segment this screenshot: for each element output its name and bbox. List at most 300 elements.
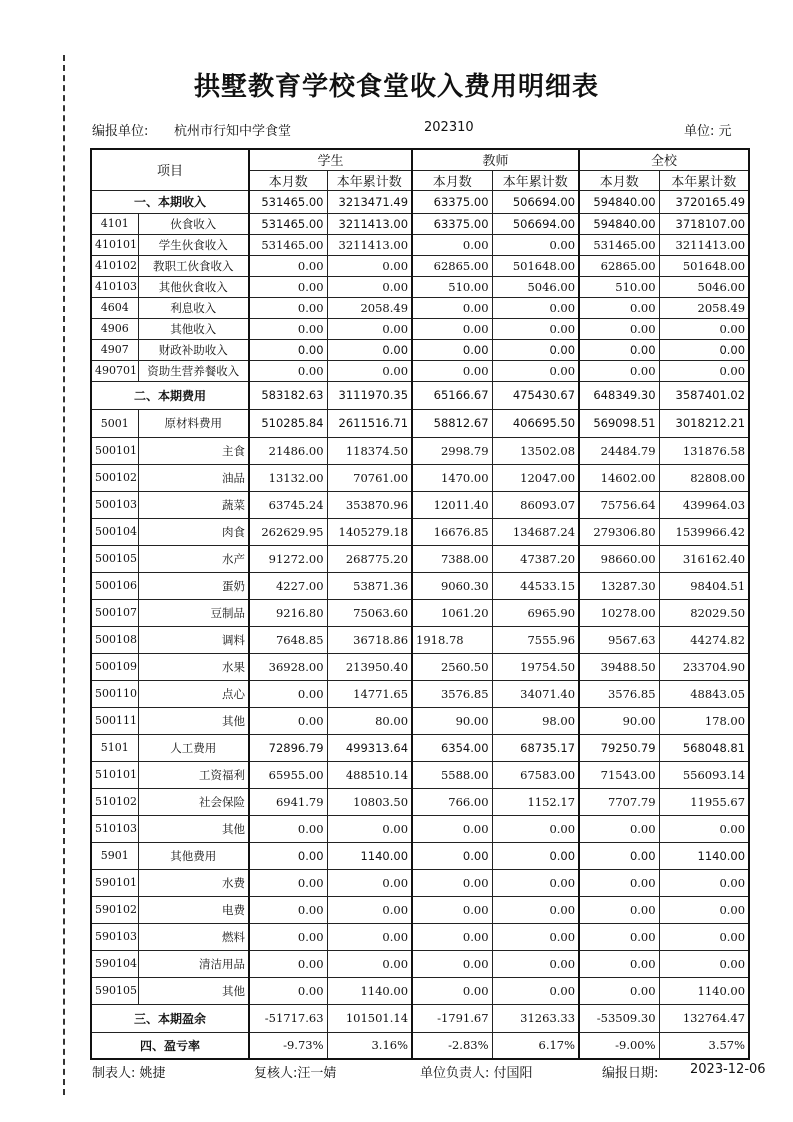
value-cell: 63375.00 [412, 213, 492, 234]
row-name: 主食 [138, 437, 249, 464]
value-cell: 0.00 [249, 707, 327, 734]
row-section-label: 一、本期收入 [91, 190, 249, 213]
value-cell: 0.00 [327, 339, 412, 360]
row-name: 其他伙食收入 [138, 276, 249, 297]
value-cell: 118374.50 [327, 437, 412, 464]
row-name: 财政补助收入 [138, 339, 249, 360]
row-name: 点心 [138, 680, 249, 707]
row-name: 工资福利 [138, 761, 249, 788]
value-cell: 0.00 [492, 339, 579, 360]
value-cell: 0.00 [412, 869, 492, 896]
report-body [91, 190, 749, 1059]
row-name: 电费 [138, 896, 249, 923]
value-cell: 0.00 [327, 318, 412, 339]
column-group-student: 学生 [249, 149, 412, 170]
row-name: 油品 [138, 464, 249, 491]
value-cell: 353870.96 [327, 491, 412, 518]
value-cell: 501648.00 [659, 255, 749, 276]
table-row [91, 572, 749, 599]
row-code: 500110 [91, 680, 138, 707]
row-code: 4101 [91, 213, 138, 234]
value-cell: 12047.00 [492, 464, 579, 491]
value-cell: 1140.00 [659, 842, 749, 869]
value-cell: 3211413.00 [659, 234, 749, 255]
value-cell: 531465.00 [249, 234, 327, 255]
value-cell: 0.00 [659, 360, 749, 381]
value-cell: 131876.58 [659, 437, 749, 464]
value-cell: 63745.24 [249, 491, 327, 518]
table-row [91, 842, 749, 869]
value-cell: 3587401.02 [659, 381, 749, 409]
table-row [91, 518, 749, 545]
table-row [91, 381, 749, 409]
table-row [91, 680, 749, 707]
value-cell: 14771.65 [327, 680, 412, 707]
value-cell: 499313.64 [327, 734, 412, 761]
report-title: 拱墅教育学校食堂收入费用明细表 [193, 72, 599, 102]
row-code: 5901 [91, 842, 138, 869]
value-cell: 1140.00 [327, 977, 412, 1004]
table-row [91, 360, 749, 381]
value-cell: 0.00 [249, 297, 327, 318]
value-cell: 0.00 [659, 339, 749, 360]
value-cell: 7707.79 [579, 788, 659, 815]
value-cell: 531465.00 [249, 213, 327, 234]
value-cell: 556093.14 [659, 761, 749, 788]
row-name: 教职工伙食收入 [138, 255, 249, 276]
value-cell: 0.00 [249, 950, 327, 977]
value-cell: 1140.00 [659, 977, 749, 1004]
value-cell: 2058.49 [327, 297, 412, 318]
value-cell: 14602.00 [579, 464, 659, 491]
table-row [91, 276, 749, 297]
row-code: 500108 [91, 626, 138, 653]
value-cell: 0.00 [249, 680, 327, 707]
value-cell: 1152.17 [492, 788, 579, 815]
table-row [91, 318, 749, 339]
value-cell: 0.00 [492, 869, 579, 896]
value-cell: 1140.00 [327, 842, 412, 869]
value-cell: 0.00 [412, 234, 492, 255]
value-cell: 134687.24 [492, 518, 579, 545]
row-code: 4906 [91, 318, 138, 339]
row-section-label: 四、盈亏率 [91, 1032, 249, 1059]
value-cell: 86093.07 [492, 491, 579, 518]
value-cell: 91272.00 [249, 545, 327, 572]
value-cell: 3211413.00 [327, 234, 412, 255]
value-cell: 0.00 [579, 360, 659, 381]
report-table [90, 148, 750, 1060]
value-cell: 6941.79 [249, 788, 327, 815]
value-cell: 11955.67 [659, 788, 749, 815]
report-date: 2023-12-06 [690, 1062, 766, 1077]
row-code: 500101 [91, 437, 138, 464]
value-cell: 7388.00 [412, 545, 492, 572]
value-cell: 0.00 [249, 339, 327, 360]
table-row [91, 1004, 749, 1032]
row-code: 4907 [91, 339, 138, 360]
row-code: 500106 [91, 572, 138, 599]
value-cell: 0.00 [412, 297, 492, 318]
table-row [91, 977, 749, 1004]
value-cell: 0.00 [492, 297, 579, 318]
value-cell: 21486.00 [249, 437, 327, 464]
value-cell: 10803.50 [327, 788, 412, 815]
value-cell: 0.00 [249, 896, 327, 923]
value-cell: 4227.00 [249, 572, 327, 599]
row-name: 蔬菜 [138, 491, 249, 518]
value-cell: 0.00 [412, 977, 492, 1004]
value-cell: 3576.85 [412, 680, 492, 707]
table-row [91, 437, 749, 464]
value-cell: 0.00 [579, 318, 659, 339]
value-cell: 0.00 [659, 896, 749, 923]
value-cell: 13502.08 [492, 437, 579, 464]
value-cell: 0.00 [492, 360, 579, 381]
row-code: 510101 [91, 761, 138, 788]
value-cell: 75756.64 [579, 491, 659, 518]
table-row [91, 190, 749, 213]
table-row [91, 297, 749, 318]
value-cell: 510.00 [412, 276, 492, 297]
value-cell: 24484.79 [579, 437, 659, 464]
row-code: 500104 [91, 518, 138, 545]
preparer: 制表人: 姚捷 [92, 1066, 166, 1081]
column-header-item: 项目 [91, 149, 249, 190]
row-code: 500109 [91, 653, 138, 680]
value-cell: 58812.67 [412, 409, 492, 437]
value-cell: 766.00 [412, 788, 492, 815]
table-row [91, 234, 749, 255]
value-cell: 44274.82 [659, 626, 749, 653]
row-code: 500102 [91, 464, 138, 491]
row-code: 5001 [91, 409, 138, 437]
value-cell: 9060.30 [412, 572, 492, 599]
value-cell: 0.00 [492, 896, 579, 923]
row-name: 社会保险 [138, 788, 249, 815]
row-code: 510103 [91, 815, 138, 842]
table-row [91, 626, 749, 653]
value-cell: 0.00 [579, 842, 659, 869]
table-row [91, 761, 749, 788]
value-cell: 1918.78 [412, 626, 492, 653]
value-cell: 47387.20 [492, 545, 579, 572]
table-row [91, 409, 749, 437]
row-code: 590104 [91, 950, 138, 977]
value-cell: 0.00 [249, 360, 327, 381]
value-cell: 3718107.00 [659, 213, 749, 234]
value-cell: 506694.00 [492, 213, 579, 234]
row-name: 其他收入 [138, 318, 249, 339]
reviewer: 复核人:汪一婧 [254, 1066, 337, 1081]
value-cell: 1061.20 [412, 599, 492, 626]
value-cell: 0.00 [249, 923, 327, 950]
row-name: 蛋奶 [138, 572, 249, 599]
value-cell: 12011.40 [412, 491, 492, 518]
value-cell: 568048.81 [659, 734, 749, 761]
value-cell: 0.00 [492, 977, 579, 1004]
binding-dashed-line [63, 55, 65, 1095]
value-cell: 510285.84 [249, 409, 327, 437]
value-cell: 0.00 [412, 842, 492, 869]
value-cell: 0.00 [327, 360, 412, 381]
row-name: 水产 [138, 545, 249, 572]
value-cell: 31263.33 [492, 1004, 579, 1032]
responsible-person: 单位负责人: 付国阳 [420, 1066, 533, 1081]
row-code: 410101 [91, 234, 138, 255]
table-row [91, 545, 749, 572]
row-name: 其他 [138, 707, 249, 734]
row-name: 水费 [138, 869, 249, 896]
value-cell: 0.00 [492, 318, 579, 339]
value-cell: 0.00 [249, 815, 327, 842]
value-cell: 0.00 [412, 339, 492, 360]
value-cell: 68735.17 [492, 734, 579, 761]
value-cell: 5588.00 [412, 761, 492, 788]
value-cell: 0.00 [412, 318, 492, 339]
row-name: 肉食 [138, 518, 249, 545]
value-cell: 316162.40 [659, 545, 749, 572]
value-cell: 48843.05 [659, 680, 749, 707]
currency-unit: 单位: 元 [684, 124, 732, 139]
value-cell: 0.00 [412, 815, 492, 842]
column-group-teacher: 教师 [412, 149, 579, 170]
value-cell: 39488.50 [579, 653, 659, 680]
value-cell: 0.00 [412, 923, 492, 950]
value-cell: 0.00 [412, 896, 492, 923]
unit-name: 杭州市行知中学食堂 [174, 124, 292, 139]
value-cell: 488510.14 [327, 761, 412, 788]
value-cell: 3720165.49 [659, 190, 749, 213]
row-code: 4604 [91, 297, 138, 318]
value-cell: 1470.00 [412, 464, 492, 491]
value-cell: 2560.50 [412, 653, 492, 680]
value-cell: 3111970.35 [327, 381, 412, 409]
value-cell: 98660.00 [579, 545, 659, 572]
column-header-month: 本月数 [249, 170, 327, 190]
value-cell: 5046.00 [492, 276, 579, 297]
value-cell: 233704.90 [659, 653, 749, 680]
value-cell: 0.00 [659, 318, 749, 339]
value-cell: 0.00 [579, 923, 659, 950]
value-cell: 501648.00 [492, 255, 579, 276]
row-name: 利息收入 [138, 297, 249, 318]
value-cell: 0.00 [249, 842, 327, 869]
value-cell: 0.00 [579, 950, 659, 977]
value-cell: 0.00 [492, 950, 579, 977]
value-cell: 10278.00 [579, 599, 659, 626]
row-name: 其他 [138, 815, 249, 842]
value-cell: 279306.80 [579, 518, 659, 545]
value-cell: 98.00 [492, 707, 579, 734]
value-cell: 0.00 [492, 234, 579, 255]
value-cell: 0.00 [579, 896, 659, 923]
value-cell: 132764.47 [659, 1004, 749, 1032]
value-cell: 0.00 [327, 923, 412, 950]
value-cell: 3018212.21 [659, 409, 749, 437]
table-row [91, 339, 749, 360]
column-group-school: 全校 [579, 149, 749, 170]
value-cell: 1539966.42 [659, 518, 749, 545]
report-date-label: 编报日期: [602, 1066, 659, 1081]
value-cell: 65166.67 [412, 381, 492, 409]
row-code: 590102 [91, 896, 138, 923]
value-cell: 9216.80 [249, 599, 327, 626]
value-cell: 3213471.49 [327, 190, 412, 213]
row-name: 其他费用 [138, 842, 249, 869]
column-header-ytd: 本年累计数 [327, 170, 412, 190]
column-header-ytd: 本年累计数 [492, 170, 579, 190]
value-cell: 0.00 [659, 869, 749, 896]
value-cell: 0.00 [249, 869, 327, 896]
row-code: 500105 [91, 545, 138, 572]
value-cell: 0.00 [492, 923, 579, 950]
value-cell: -9.73% [249, 1032, 327, 1059]
value-cell: 13287.30 [579, 572, 659, 599]
value-cell: 65955.00 [249, 761, 327, 788]
value-cell: 262629.95 [249, 518, 327, 545]
column-header-month: 本月数 [579, 170, 659, 190]
row-name: 调料 [138, 626, 249, 653]
value-cell: 648349.30 [579, 381, 659, 409]
value-cell: 268775.20 [327, 545, 412, 572]
value-cell: 2611516.71 [327, 409, 412, 437]
table-row [91, 923, 749, 950]
value-cell: 0.00 [412, 360, 492, 381]
table-row [91, 255, 749, 276]
value-cell: 0.00 [327, 896, 412, 923]
value-cell: 75063.60 [327, 599, 412, 626]
value-cell: 72896.79 [249, 734, 327, 761]
value-cell: -51717.63 [249, 1004, 327, 1032]
value-cell: 594840.00 [579, 190, 659, 213]
value-cell: 53871.36 [327, 572, 412, 599]
value-cell: -1791.67 [412, 1004, 492, 1032]
row-name: 清洁用品 [138, 950, 249, 977]
value-cell: 0.00 [579, 815, 659, 842]
value-cell: 1405279.18 [327, 518, 412, 545]
value-cell: 36718.86 [327, 626, 412, 653]
table-row [91, 815, 749, 842]
value-cell: 475430.67 [492, 381, 579, 409]
value-cell: 79250.79 [579, 734, 659, 761]
column-header-month: 本月数 [412, 170, 492, 190]
table-row [91, 213, 749, 234]
table-row [91, 707, 749, 734]
value-cell: 82808.00 [659, 464, 749, 491]
value-cell: 0.00 [659, 950, 749, 977]
value-cell: 0.00 [249, 318, 327, 339]
value-cell: 13132.00 [249, 464, 327, 491]
value-cell: 0.00 [249, 977, 327, 1004]
value-cell: 506694.00 [492, 190, 579, 213]
value-cell: 3576.85 [579, 680, 659, 707]
value-cell: 5046.00 [659, 276, 749, 297]
value-cell: 82029.50 [659, 599, 749, 626]
value-cell: 531465.00 [579, 234, 659, 255]
value-cell: 2998.79 [412, 437, 492, 464]
value-cell: 6354.00 [412, 734, 492, 761]
value-cell: 63375.00 [412, 190, 492, 213]
value-cell: 0.00 [579, 977, 659, 1004]
value-cell: -9.00% [579, 1032, 659, 1059]
value-cell: 71543.00 [579, 761, 659, 788]
row-section-label: 二、本期费用 [91, 381, 249, 409]
value-cell: 7648.85 [249, 626, 327, 653]
value-cell: 6.17% [492, 1032, 579, 1059]
table-row [91, 734, 749, 761]
row-code: 590103 [91, 923, 138, 950]
value-cell: 531465.00 [249, 190, 327, 213]
value-cell: 0.00 [327, 255, 412, 276]
row-code: 500107 [91, 599, 138, 626]
value-cell: 70761.00 [327, 464, 412, 491]
value-cell: 62865.00 [412, 255, 492, 276]
value-cell: 3.16% [327, 1032, 412, 1059]
value-cell: 510.00 [579, 276, 659, 297]
value-cell: 7555.96 [492, 626, 579, 653]
table-row [91, 788, 749, 815]
row-name: 其他 [138, 977, 249, 1004]
row-section-label: 三、本期盈余 [91, 1004, 249, 1032]
value-cell: 67583.00 [492, 761, 579, 788]
row-code: 590101 [91, 869, 138, 896]
value-cell: 90.00 [579, 707, 659, 734]
value-cell: 3211413.00 [327, 213, 412, 234]
value-cell: 9567.63 [579, 626, 659, 653]
value-cell: 16676.85 [412, 518, 492, 545]
row-code: 500111 [91, 707, 138, 734]
value-cell: 0.00 [492, 815, 579, 842]
value-cell: 569098.51 [579, 409, 659, 437]
value-cell: 101501.14 [327, 1004, 412, 1032]
value-cell: 98404.51 [659, 572, 749, 599]
row-code: 510102 [91, 788, 138, 815]
report-period: 202310 [424, 120, 474, 135]
value-cell: 0.00 [327, 950, 412, 977]
row-name: 学生伙食收入 [138, 234, 249, 255]
value-cell: 2058.49 [659, 297, 749, 318]
value-cell: 0.00 [327, 815, 412, 842]
table-row [91, 950, 749, 977]
table-row [91, 464, 749, 491]
row-name: 豆制品 [138, 599, 249, 626]
row-code: 490701 [91, 360, 138, 381]
row-name: 伙食收入 [138, 213, 249, 234]
row-code: 410102 [91, 255, 138, 276]
value-cell: 583182.63 [249, 381, 327, 409]
value-cell: 439964.03 [659, 491, 749, 518]
value-cell: 0.00 [412, 950, 492, 977]
row-name: 资助生营养餐收入 [138, 360, 249, 381]
value-cell: 0.00 [579, 297, 659, 318]
row-name: 原材料费用 [138, 409, 249, 437]
value-cell: 0.00 [579, 339, 659, 360]
row-code: 590105 [91, 977, 138, 1004]
value-cell: 19754.50 [492, 653, 579, 680]
value-cell: 3.57% [659, 1032, 749, 1059]
value-cell: 80.00 [327, 707, 412, 734]
table-row [91, 1032, 749, 1059]
value-cell: 0.00 [327, 276, 412, 297]
value-cell: -53509.30 [579, 1004, 659, 1032]
unit-label: 编报单位: [92, 124, 149, 139]
value-cell: 90.00 [412, 707, 492, 734]
value-cell: 0.00 [659, 815, 749, 842]
table-row [91, 653, 749, 680]
value-cell: 0.00 [249, 255, 327, 276]
value-cell: 594840.00 [579, 213, 659, 234]
